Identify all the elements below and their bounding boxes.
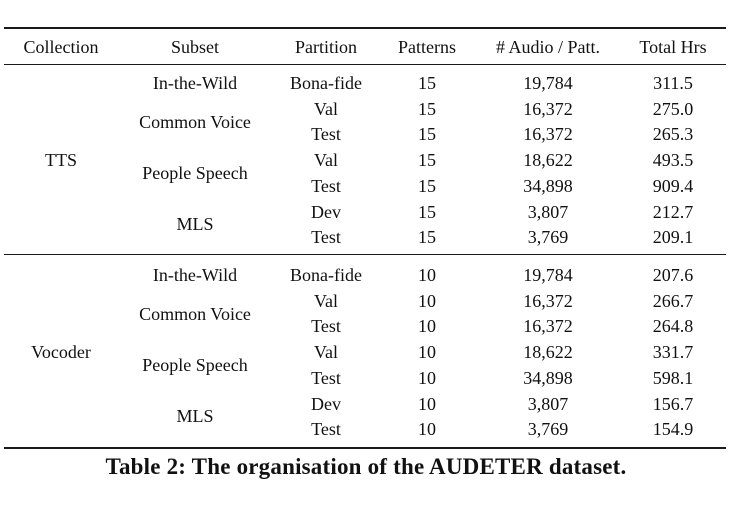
cell-partition: Bona-fide [290, 73, 362, 93]
header-subset: Subset [170, 37, 220, 57]
cell-patterns: 10 [418, 316, 436, 337]
cell-total-hours: 156.7 [652, 393, 694, 414]
cell-audio-per-pattern: 3,807 [527, 393, 569, 414]
cell-collection: TTS [44, 150, 78, 171]
cell-subset: People Speech [142, 354, 248, 375]
cell-audio-per-pattern: 3,769 [527, 227, 569, 248]
cell-total-hours: 264.8 [652, 316, 694, 337]
cell-partition: Val [314, 342, 338, 363]
header-patterns: Patterns [398, 37, 456, 57]
cell-patterns: 15 [418, 73, 436, 93]
cell-partition: Test [311, 124, 341, 145]
cell-patterns: 15 [418, 201, 436, 222]
cell-total-hours: 331.7 [652, 342, 694, 363]
cell-patterns: 10 [418, 393, 436, 414]
cell-audio-per-pattern: 3,807 [527, 201, 569, 222]
cell-subset: Common Voice [139, 303, 251, 324]
cell-patterns: 10 [418, 265, 436, 285]
cell-partition: Test [311, 316, 341, 337]
cell-patterns: 15 [418, 227, 436, 248]
header-audio-per-pattern: # Audio / Patt. [495, 37, 601, 57]
cell-partition: Val [314, 150, 338, 171]
cell-audio-per-pattern: 34,898 [523, 367, 573, 388]
cell-collection: Vocoder [31, 342, 91, 363]
cell-audio-per-pattern: 16,372 [523, 98, 573, 119]
cell-audio-per-pattern: 16,372 [523, 316, 573, 337]
cell-total-hours: 275.0 [652, 98, 694, 119]
header-total-hours: Total Hrs [639, 37, 707, 57]
cell-total-hours: 212.7 [652, 201, 694, 222]
cell-subset: MLS [176, 214, 214, 235]
cell-partition: Val [314, 290, 338, 311]
cell-audio-per-pattern: 19,784 [523, 73, 573, 93]
header-collection: Collection [23, 37, 99, 57]
cell-partition: Test [311, 367, 341, 388]
cell-audio-per-pattern: 19,784 [523, 265, 573, 285]
cell-patterns: 15 [418, 175, 436, 196]
table-caption: Table 2: The organisation of the AUDETER dataset. [105, 454, 627, 479]
cell-patterns: 10 [418, 419, 436, 440]
bottom-rule [4, 447, 726, 449]
group-divider-rule [4, 254, 726, 255]
cell-partition: Test [311, 175, 341, 196]
cell-partition: Test [311, 227, 341, 248]
cell-audio-per-pattern: 18,622 [523, 342, 573, 363]
cell-audio-per-pattern: 16,372 [523, 124, 573, 145]
header-partition: Partition [295, 37, 357, 57]
cell-audio-per-pattern: 16,372 [523, 290, 573, 311]
cell-audio-per-pattern: 3,769 [527, 419, 569, 440]
cell-total-hours: 154.9 [652, 419, 694, 440]
cell-partition: Val [314, 98, 338, 119]
cell-total-hours: 207.6 [652, 265, 694, 285]
cell-total-hours: 493.5 [652, 150, 694, 171]
cell-total-hours: 909.4 [652, 175, 694, 196]
cell-subset: In-the-Wild [152, 73, 238, 93]
cell-patterns: 15 [418, 124, 436, 145]
cell-total-hours: 598.1 [652, 367, 694, 388]
top-rule [4, 27, 726, 29]
cell-partition: Bona-fide [290, 265, 362, 285]
cell-partition: Dev [311, 393, 341, 414]
cell-patterns: 10 [418, 290, 436, 311]
cell-subset: Common Voice [139, 111, 251, 132]
cell-total-hours: 311.5 [653, 73, 693, 93]
cell-audio-per-pattern: 18,622 [523, 150, 573, 171]
cell-subset: MLS [176, 406, 214, 427]
header-rule [4, 64, 726, 65]
cell-patterns: 10 [418, 342, 436, 363]
cell-patterns: 10 [418, 367, 436, 388]
cell-subset: People Speech [142, 162, 248, 183]
cell-partition: Dev [311, 201, 341, 222]
cell-partition: Test [311, 419, 341, 440]
cell-patterns: 15 [418, 150, 436, 171]
cell-total-hours: 265.3 [652, 124, 694, 145]
cell-subset: In-the-Wild [152, 265, 238, 285]
cell-total-hours: 266.7 [652, 290, 694, 311]
cell-patterns: 15 [418, 98, 436, 119]
cell-total-hours: 209.1 [652, 227, 694, 248]
cell-audio-per-pattern: 34,898 [523, 175, 573, 196]
